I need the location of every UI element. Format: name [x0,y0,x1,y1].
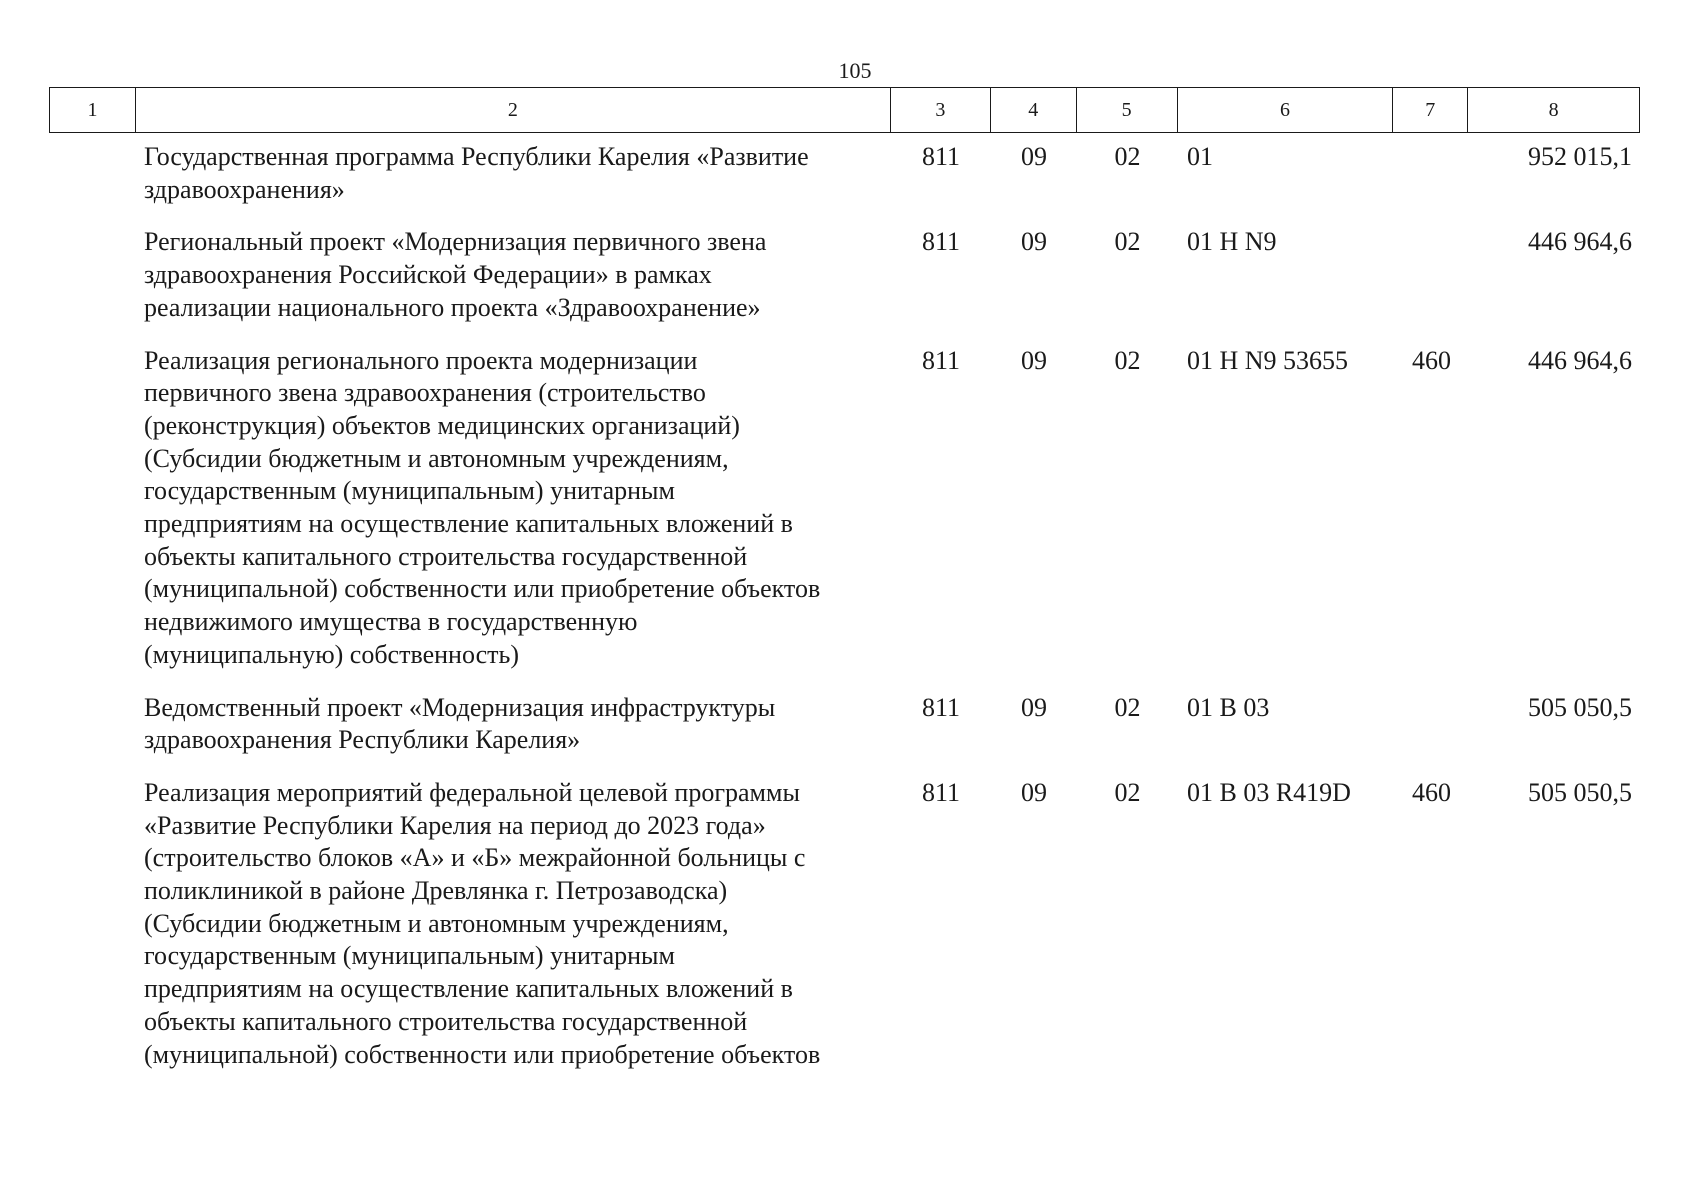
table-body [49,141,1640,1091]
item-name-line: Реализация мероприятий федеральной целевой программы [144,777,800,807]
subsection-code-cell: 02 [1114,777,1141,807]
item-name-line: объекты капитального строительства государственной [144,1006,748,1036]
expense-type-cell: 460 [1412,777,1451,807]
section-code-cell: 09 [1021,777,1047,807]
col-1-cell [49,777,135,1071]
item-name-cell [135,692,891,757]
amount-cell: 505 050,5 [1528,777,1632,807]
header-cell-3: 3 [891,88,991,132]
item-name-line: поликлиникой в районе Древлянка г. Петрозаводска) [144,876,728,906]
item-name-line: Региональный проект «Модернизация первичного звена [144,227,767,257]
ministry-code-cell: 811 [921,345,961,375]
table-row [49,226,1640,324]
item-name-cell [135,141,891,206]
item-name-line: предприятиям на осуществление капитальных вложений в [144,509,793,539]
table-header [49,87,1640,133]
item-name-cell [135,226,891,324]
item-name-line: (Субсидии бюджетным и автономным учреждениям, [144,908,729,938]
item-name-line: (муниципальную) собственность) [144,639,520,669]
ministry-code-cell: 811 [921,777,961,807]
item-name-line: реализации национального проекта «Здравоохранение» [144,292,761,322]
item-name-line: здравоохранения» [144,174,345,204]
header-cell-1: 1 [50,88,136,132]
amount-cell: 952 015,1 [1528,142,1632,171]
item-name-line: государственным (муниципальным) унитарным [144,941,675,971]
section-code-cell: 09 [1021,227,1047,257]
table-row [49,692,1640,757]
col-1-cell [49,226,135,324]
item-name-line: (реконструкция) объектов медицинских организаций) [144,410,740,440]
target-article-cell: 01 В 03 [1187,692,1270,722]
item-name-cell [135,777,891,1071]
item-name-line: (муниципальной) собственности или приобретение объектов [144,1039,821,1069]
ministry-code-cell: 811 [921,227,961,257]
header-cell-4: 4 [991,88,1077,132]
item-name-line: Ведомственный проект «Модернизация инфраструктуры [144,692,776,722]
amount-cell: 446 964,6 [1528,227,1632,257]
item-name-line: объекты капитального строительства государственной [144,541,748,571]
expense-type-cell [1394,226,1469,324]
target-article-cell: 01 [1187,142,1213,171]
item-name-line: Реализация регионального проекта модернизации [144,345,698,375]
item-name-line: недвижимого имущества в государственную [144,607,638,637]
col-1-cell [49,141,135,206]
header-cell-8: 8 [1548,98,1559,121]
item-name-cell [135,345,891,672]
expense-type-cell [1394,692,1469,757]
col-1-cell [49,345,135,672]
section-code-cell: 09 [1021,692,1047,722]
ministry-code-cell: 811 [921,692,961,722]
item-name-line: предприятиям на осуществление капитальных вложений в [144,974,793,1004]
expense-type-cell [1394,141,1469,206]
item-name-line: первичного звена здравоохранения (строительство [144,378,706,408]
item-name-line: Государственная программа Республики Карелия «Развитие [144,142,809,171]
table-row [49,141,1640,206]
expense-type-cell: 460 [1412,345,1451,375]
col-1-cell [49,692,135,757]
header-cell-6: 6 [1178,88,1394,132]
item-name-line: здравоохранения Российской Федерации» в рамках [144,260,712,290]
section-code-cell: 09 [1021,345,1047,375]
ministry-code-cell: 811 [921,142,961,171]
item-name-line: (строительство блоков «А» и «Б» межрайонной больницы с [144,843,806,873]
subsection-code-cell: 02 [1114,692,1141,722]
target-article-cell: 01 Н N9 53655 [1187,345,1349,375]
header-cell-7: 7 [1393,88,1468,132]
item-name-line: государственным (муниципальным) унитарным [144,476,675,506]
table-row [49,345,1640,672]
item-name-line: «Развитие Республики Карелия на период до 2023 года» [144,810,766,840]
subsection-code-cell: 02 [1114,142,1141,171]
page-number: 105 [838,58,872,83]
target-article-cell: 01 В 03 R419D [1187,777,1351,807]
section-code-cell: 09 [1021,142,1047,171]
table-row [49,777,1640,1071]
target-article-cell: 01 Н N9 [1187,227,1277,257]
item-name-line: (Субсидии бюджетным и автономным учреждениям, [144,443,729,473]
amount-cell: 446 964,6 [1528,345,1632,375]
subsection-code-cell: 02 [1114,345,1141,375]
header-cell-5: 5 [1077,88,1178,132]
subsection-code-cell: 02 [1114,227,1141,257]
header-cell-2: 2 [136,88,891,132]
item-name-line: здравоохранения Республики Карелия» [144,725,581,755]
item-name-line: (муниципальной) собственности или приобретение объектов [144,574,821,604]
amount-cell: 505 050,5 [1528,692,1632,722]
